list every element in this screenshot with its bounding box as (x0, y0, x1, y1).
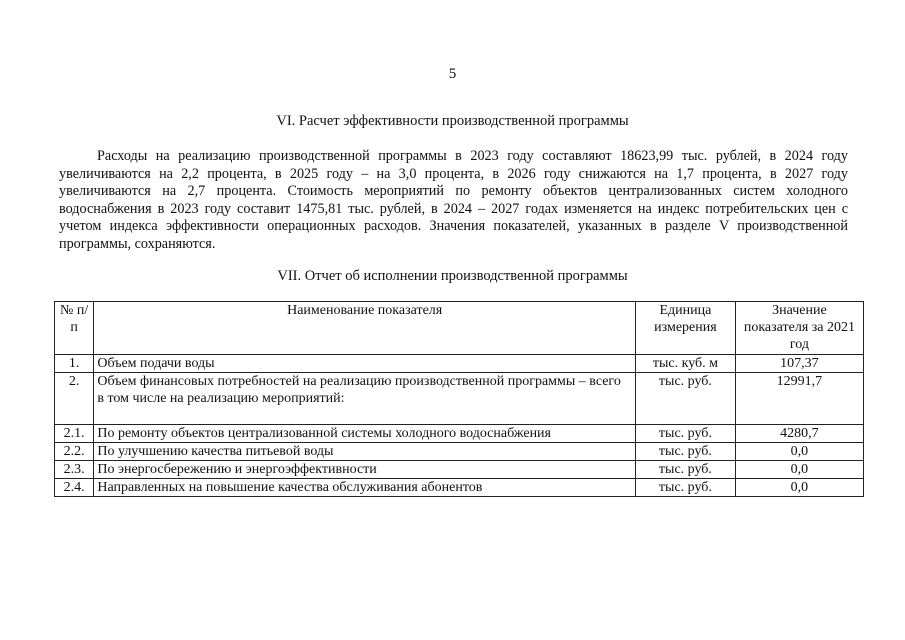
row-unit: тыс. руб. (636, 461, 736, 479)
section-title-efficiency: VI. Расчет эффективности производственной программы (276, 113, 629, 129)
row-value: 0,0 (735, 443, 863, 461)
header-value: Значение показателя за 2021 год (735, 302, 863, 355)
row-value: 107,37 (735, 355, 863, 373)
header-unit: Единица измерения (636, 302, 736, 355)
table-row (55, 443, 864, 461)
row-value: 0,0 (735, 479, 863, 497)
table-row (55, 373, 864, 425)
page-number: 5 (448, 66, 457, 82)
row-unit: тыс. руб. (636, 443, 736, 461)
row-num: 2.4. (55, 479, 94, 497)
table-row (55, 425, 864, 443)
row-unit: тыс. руб. (636, 373, 736, 425)
table-row (55, 479, 864, 497)
row-name: По ремонту объектов централизованной системы холодного водоснабжения (94, 425, 636, 443)
row-num: 2.1. (55, 425, 94, 443)
header-num: № п/п (55, 302, 94, 355)
row-name: По энергосбережению и энергоэффективности (94, 461, 636, 479)
row-name: Направленных на повышение качества обслуживания абонентов (94, 479, 636, 497)
table-row (55, 461, 864, 479)
row-name: По улучшению качества питьевой воды (94, 443, 636, 461)
row-name: Объем финансовых потребностей на реализацию производственной программы – всего в том числе на реализацию мероприятий: (94, 373, 636, 425)
header-name: Наименование показателя (94, 302, 636, 355)
report-table (54, 301, 864, 497)
row-num: 1. (55, 355, 94, 373)
table-header-row (55, 302, 864, 355)
row-unit: тыс. руб. (636, 479, 736, 497)
table-row (55, 355, 864, 373)
row-unit: тыс. руб. (636, 425, 736, 443)
row-name: Объем подачи воды (94, 355, 636, 373)
row-num: 2. (55, 373, 94, 425)
row-value: 4280,7 (735, 425, 863, 443)
row-value: 0,0 (735, 461, 863, 479)
row-unit: тыс. куб. м (636, 355, 736, 373)
row-num: 2.3. (55, 461, 94, 479)
section-title-report: VII. Отчет об исполнении производственной программы (277, 268, 628, 284)
row-value: 12991,7 (735, 373, 863, 425)
efficiency-paragraph: Расходы на реализацию производственной программы в 2023 году составляют 18623,99 тыс. рублей, в 2024 году увеличиваются на 2,2 процента, в 2025 году – на 3,0 процента, в 2026 году снижаются на 1,7 процента, в 2027 году увеличиваются на 2,7 процента. Стоимость мероприятий по ремонту объектов централизованных систем холодного водоснабжения в 2023 году составит 1475,81 тыс. рублей, в 2024 – 2027 годах изменяется на индекс потребительских цен с учетом индекса эффективности операционных расходов. Значения показателей, указанных в разделе V производственной программы, сохраняются. (59, 148, 848, 252)
row-num: 2.2. (55, 443, 94, 461)
